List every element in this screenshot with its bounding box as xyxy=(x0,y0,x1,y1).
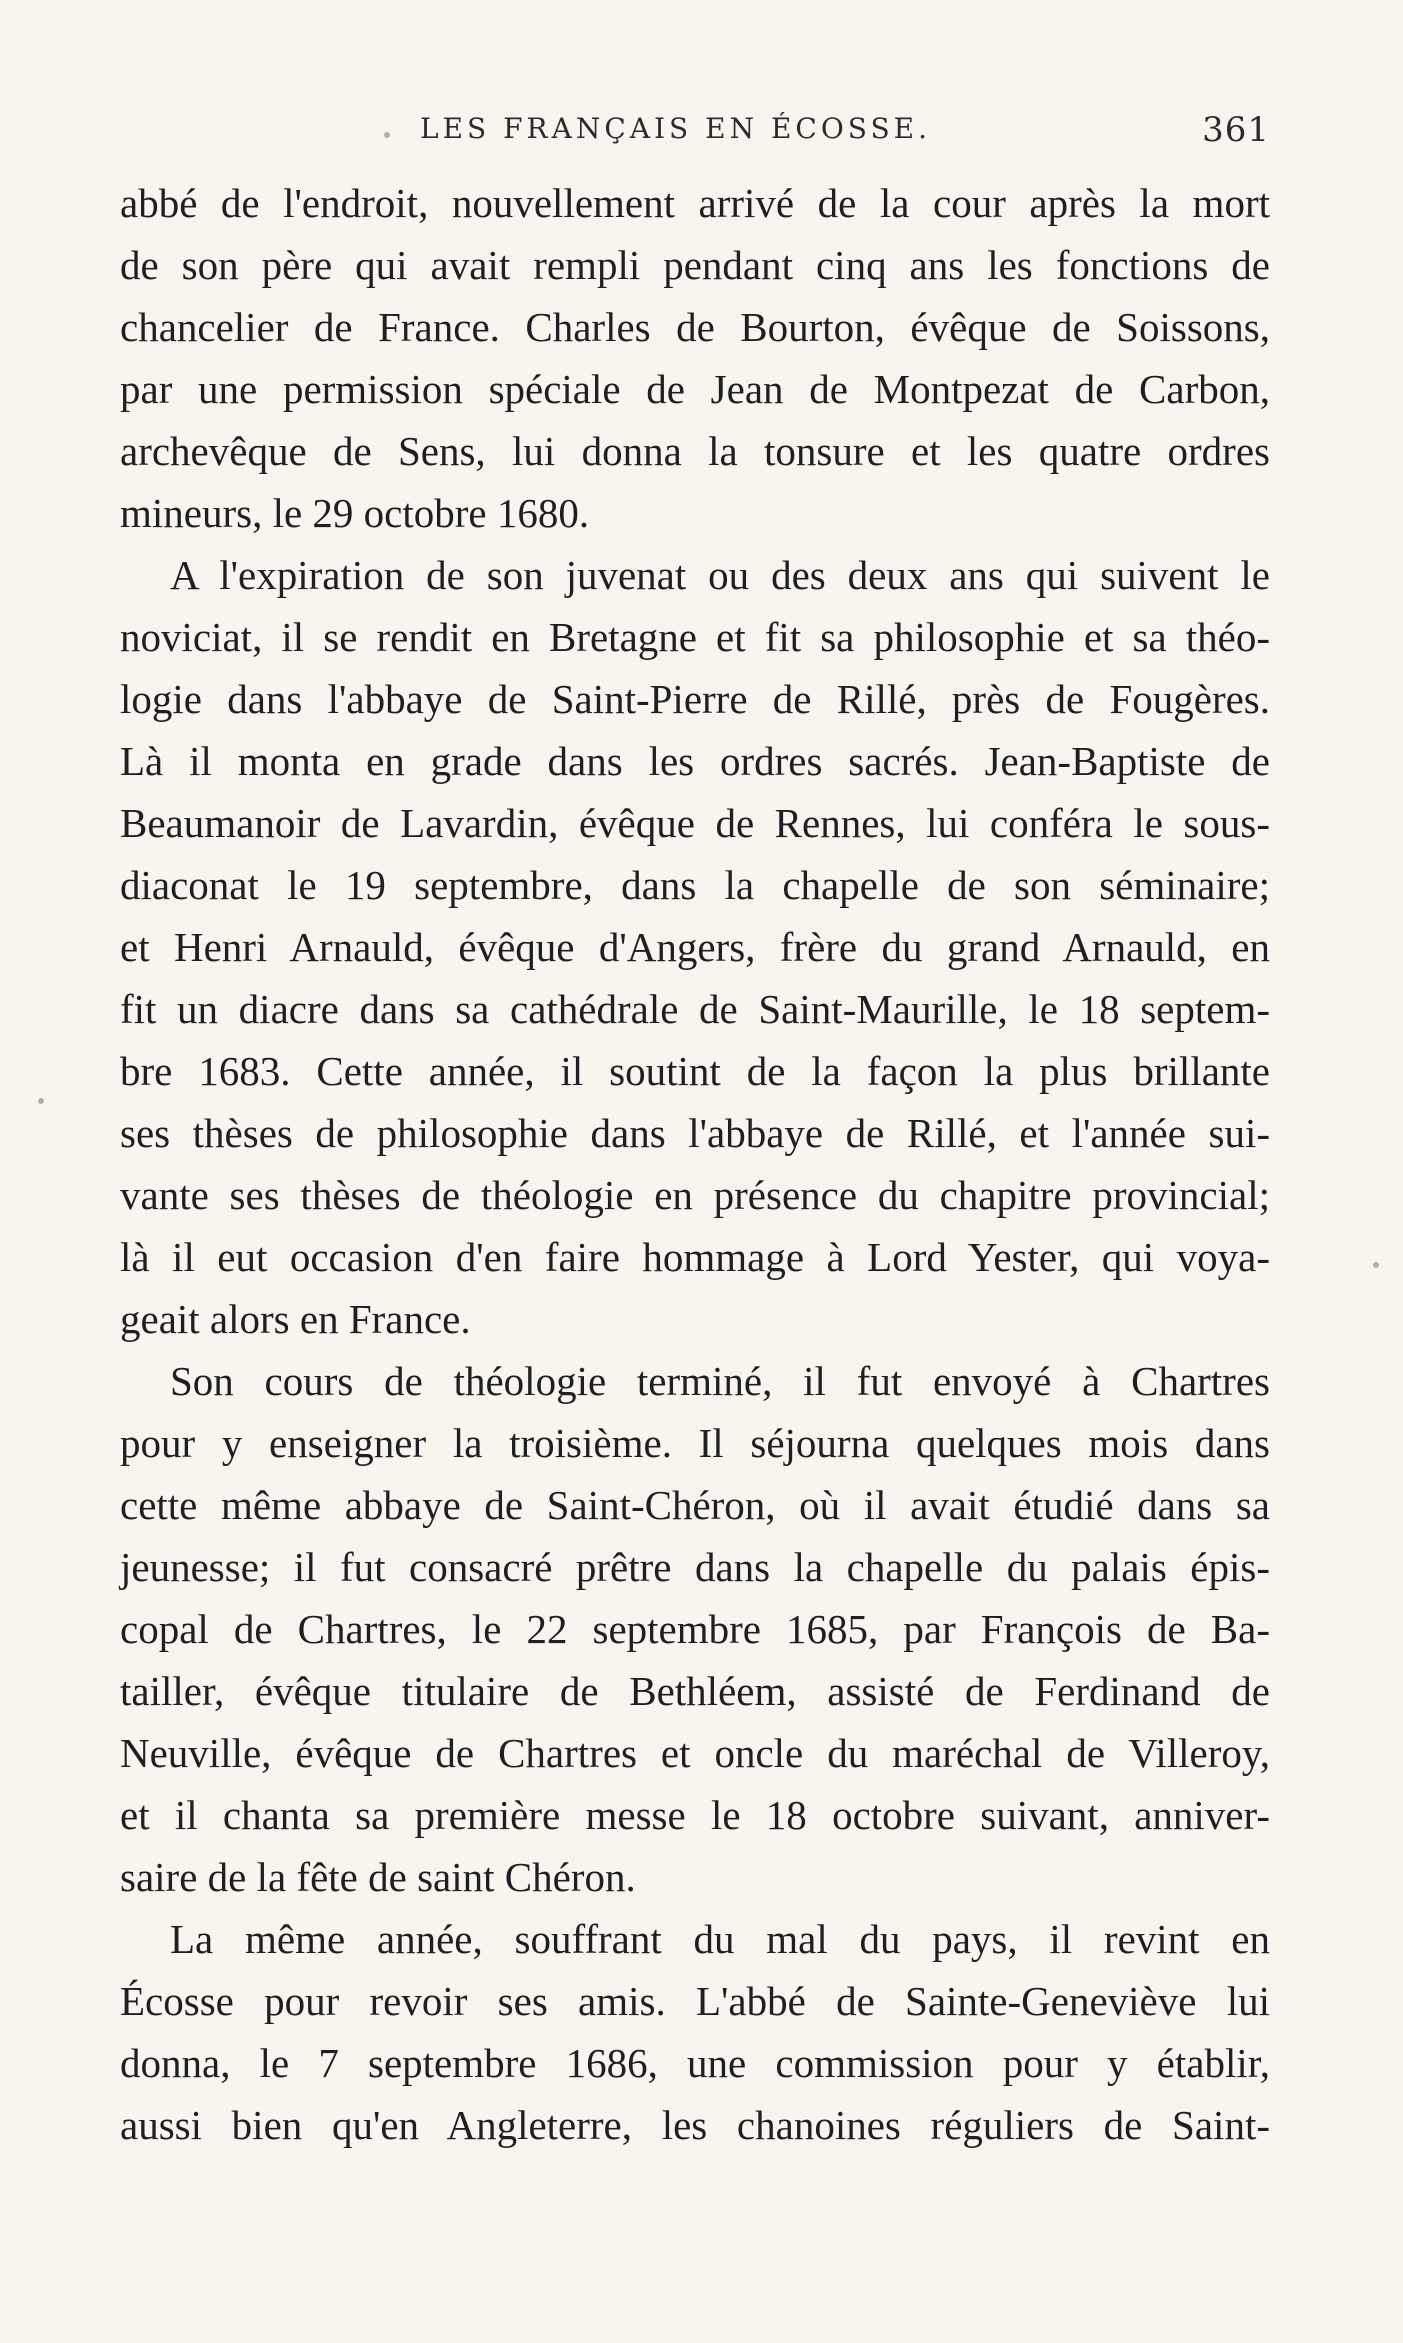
text-line: Neuville, évêque de Chartres et oncle du maréchal de Villeroy, xyxy=(120,1730,1270,1776)
text-line: copal de Chartres, le 22 septembre 1685, par François de Ba- xyxy=(120,1606,1270,1652)
text-line: fit un diacre dans sa cathédrale de Saint-Maurille, le 18 septem- xyxy=(120,986,1270,1032)
text-line: abbé de l'endroit, nouvellement arrivé de la cour après la mort xyxy=(120,180,1270,226)
text-line: pour y enseigner la troisième. Il séjourna quelques mois dans xyxy=(120,1420,1270,1466)
text-line: archevêque de Sens, lui donna la tonsure et les quatre ordres xyxy=(120,428,1270,474)
text-line: mineurs, le 29 octobre 1680. xyxy=(120,490,590,536)
text-line: Beaumanoir de Lavardin, évêque de Rennes, lui conféra le sous- xyxy=(120,800,1270,846)
text-line: saire de la fête de saint Chéron. xyxy=(120,1854,636,1900)
text-line: vante ses thèses de théologie en présence du chapitre provincial; xyxy=(120,1172,1270,1218)
text-line: là il eut occasion d'en faire hommage à Lord Yester, qui voya- xyxy=(120,1234,1270,1280)
paragraph-2 xyxy=(120,544,1270,1350)
text-line: Là il monta en grade dans les ordres sacrés. Jean-Baptiste de xyxy=(120,738,1270,784)
body-text xyxy=(120,172,1270,2156)
text-line: ses thèses de philosophie dans l'abbaye de Rillé, et l'année sui- xyxy=(120,1110,1270,1156)
text-line: et Henri Arnauld, évêque d'Angers, frère du grand Arnauld, en xyxy=(120,924,1270,970)
text-line: diaconat le 19 septembre, dans la chapelle de son séminaire; xyxy=(120,862,1270,908)
text-line: tailler, évêque titulaire de Bethléem, assisté de Ferdinand de xyxy=(120,1668,1270,1714)
text-line: par une permission spéciale de Jean de Montpezat de Carbon, xyxy=(120,366,1270,412)
text-line: A l'expiration de son juvenat ou des deux ans qui suivent le xyxy=(170,552,1270,598)
page-number: 361 xyxy=(1202,110,1270,150)
paragraph-3 xyxy=(120,1350,1270,1908)
text-line: noviciat, il se rendit en Bretagne et fit sa philosophie et sa théo- xyxy=(120,614,1270,660)
paragraph-4 xyxy=(120,1908,1270,2156)
text-line: logie dans l'abbaye de Saint-Pierre de Rillé, près de Fougères. xyxy=(120,676,1270,722)
paper-speck xyxy=(38,1098,44,1104)
text-line: chancelier de France. Charles de Bourton, évêque de Soissons, xyxy=(120,304,1270,350)
running-header xyxy=(120,112,1270,162)
paper-speck xyxy=(384,132,390,138)
text-line: bre 1683. Cette année, il soutint de la façon la plus brillante xyxy=(120,1048,1270,1094)
text-line: jeunesse; il fut consacré prêtre dans la chapelle du palais épis- xyxy=(120,1544,1270,1590)
paragraph-1 xyxy=(120,172,1270,544)
text-line: aussi bien qu'en Angleterre, les chanoines réguliers de Saint- xyxy=(120,2102,1270,2148)
text-line: Son cours de théologie terminé, il fut envoyé à Chartres xyxy=(170,1358,1270,1404)
text-line: Écosse pour revoir ses amis. L'abbé de Sainte-Geneviève lui xyxy=(120,1978,1270,2024)
text-line: geait alors en France. xyxy=(120,1296,471,1342)
text-line: et il chanta sa première messe le 18 octobre suivant, anniver- xyxy=(120,1792,1270,1838)
text-line: La même année, souffrant du mal du pays, il revint en xyxy=(170,1916,1270,1962)
paper-speck xyxy=(1373,1262,1379,1268)
running-title: LES FRANÇAIS EN ÉCOSSE. xyxy=(420,112,932,145)
text-line: cette même abbaye de Saint-Chéron, où il avait étudié dans sa xyxy=(120,1482,1270,1528)
text-line: de son père qui avait rempli pendant cinq ans les fonctions de xyxy=(120,242,1270,288)
text-line: donna, le 7 septembre 1686, une commission pour y établir, xyxy=(120,2040,1270,2086)
